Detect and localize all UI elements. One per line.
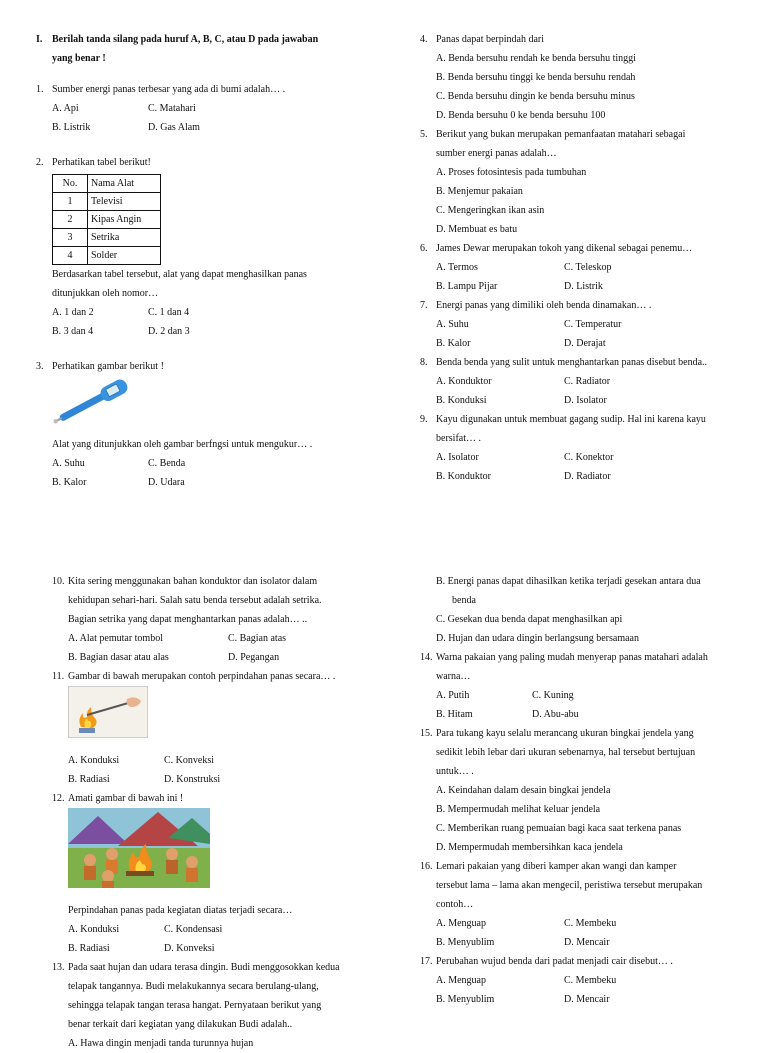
heating-rod-image (68, 686, 148, 738)
question-text: benar terkait dari kegiatan yang dilakukan Budi adalah.. (68, 1019, 293, 1030)
question-16: 16. Lemari pakaian yang diberi kamper akan wangi dan kamper tersebut lama – lama akan mengecil, peristiwa tersebut merupakan contoh… A. Menguap C. Membeku B. Menyublim D. Mencair (420, 857, 742, 952)
option-c[interactable]: C. Bagian atas (228, 633, 287, 644)
option-a[interactable]: A. Putih (436, 690, 470, 701)
question-text: Sumber energi panas terbesar yang ada di bumi adalah… . (52, 84, 286, 95)
question-text: ditunjukkan oleh nomor… (52, 288, 159, 299)
option-b[interactable]: B. Mempermudah melihat keluar jendela (436, 804, 601, 815)
left-column-bottom (52, 572, 372, 1053)
section-heading: I. Berilah tanda silang pada huruf A, B, C, atau D pada jawaban (36, 34, 319, 45)
question-9: 9. Kayu digunakan untuk membuat gagang sudip. Hal ini karena kayu bersifat… . A. Isolator C. Konektor B. Konduktor D. Radiator (420, 410, 750, 486)
option-b[interactable]: B. Menjemur pakaian (436, 186, 523, 197)
table-row: 4 Solder (53, 247, 161, 265)
question-text: Pada saat hujan dan udara terasa dingin. Budi menggosokkan kedua (68, 962, 340, 973)
option-d[interactable]: D. Derajat (564, 338, 606, 349)
question-text: Kita sering menggunakan bahan konduktor dan isolator dalam (68, 576, 318, 587)
question-text: Bagian setrika yang dapat menghantarkan panas adalah… .. (68, 614, 308, 625)
option-d[interactable]: D. 2 dan 3 (148, 326, 190, 337)
question-13: 13. Pada saat hujan dan udara terasa dingin. Budi menggosokkan kedua telapak tangannya. Budi melakukannya secara berulang-ulang, sehingga telapak tangan terasa hangat. Pernyataan berikut yang benar terkait dari kegiatan yang dilakukan Budi adalah.. A. Hawa dingin menjadi tanda turunnya hujan (52, 958, 372, 1053)
question-text: Perhatikan gambar berikut ! (52, 361, 164, 372)
question-text: kehidupan sehari-hari. Salah satu benda tersebut adalah setrika. (68, 595, 322, 606)
option-c[interactable]: C. Membeku (564, 975, 617, 986)
question-text: Perubahan wujud benda dari padat menjadi cair disebut… . (436, 956, 673, 967)
option-b[interactable]: B. 3 dan 4 (52, 326, 94, 337)
question-text: Benda benda yang sulit untuk menghantarkan panas disebut benda.. (436, 357, 708, 368)
question-text: Perpindahan panas pada kegiatan diatas terjadi secara… (68, 905, 293, 916)
option-d[interactable]: D. Gas Alam (148, 122, 200, 133)
option-d[interactable]: D. Mempermudah membersihkan kaca jendela (436, 842, 623, 853)
option-a[interactable]: A. Suhu (52, 458, 85, 469)
question-text: sehingga telapak tangan terasa hangat. Pernyataan berikut yang (68, 1000, 322, 1011)
question-text: Perhatikan tabel berikut! (52, 157, 151, 168)
option-d[interactable]: D. Benda bersuhu 0 ke benda bersuhu 100 (436, 110, 606, 121)
option-b[interactable]: B. Radiasi (68, 943, 110, 954)
question-8: 8. Benda benda yang sulit untuk menghantarkan panas disebut benda.. A. Konduktor C. Radiator B. Konduksi D. Isolator (420, 353, 750, 410)
option-d[interactable]: D. Mencair (564, 937, 610, 948)
question-text: Warna pakaian yang paling mudah menyerap panas matahari adalah (436, 652, 708, 663)
question-text: warna… (436, 671, 471, 682)
question-6: 6. James Dewar merupakan tokoh yang dikenal sebagai penemu… A. Termos C. Teleskop B. Lampu Pijar D. Listrik (420, 239, 750, 296)
table-header: No. Nama Alat (53, 175, 161, 193)
option-b[interactable]: B. Lampu Pijar (436, 281, 498, 292)
option-b[interactable]: B. Benda bersuhu tinggi ke benda bersuhu rendah (436, 72, 636, 83)
option-c[interactable]: C. Memberikan ruang pemuaian bagi kaca saat terkena panas (436, 823, 682, 834)
option-d[interactable]: D. Membuat es batu (436, 224, 518, 235)
table-row: 3 Setrika (53, 229, 161, 247)
option-b[interactable]: B. Radiasi (68, 774, 110, 785)
option-c[interactable]: C. Konektor (564, 452, 614, 463)
option-c[interactable]: C. Benda bersuhu dingin ke benda bersuhu minus (436, 91, 635, 102)
option-b[interactable]: B. Konduktor (436, 471, 491, 482)
option-a[interactable]: A. Alat pemutar tombol (68, 633, 163, 644)
question-text: Kayu digunakan untuk membuat gagang sudip. Hal ini karena kayu (436, 414, 706, 425)
question-15: 15. Para tukang kayu selalu merancang ukuran bingkai jendela yang sedikit lebih lebar dari ukuran sebenarnya, hal tersebut bertujuan untuk… . A. Keindahan dalam desain bingkai jendela B. Mempermudah melihat keluar jendela C. Memberikan ruang pemuaian bagi kaca saat terkena panas D. Mempermudah membersihkan kaca jendela (420, 724, 742, 857)
question-13-continued (420, 572, 742, 648)
option-d[interactable]: D. Abu-abu (532, 709, 579, 720)
option-b[interactable]: B. Bagian dasar atau alas (68, 652, 169, 663)
option-c[interactable]: C. Kondensasi (164, 924, 223, 935)
option-a[interactable]: A. Menguap (436, 918, 486, 929)
question-2: 2. Perhatikan tabel berikut! No. Nama Alat 1 Televisi 2 Kipas Angin 3 Setrika 4 Solder Berdasarkan tabel tersebut, alat yang dapat menghasilkan panas ditunjukkan oleh nomor… A. 1 dan 2 C. 1 dan 4 B. 3 dan 4 D. 2 dan 3 (36, 153, 376, 341)
option-b[interactable]: B. Menyublim (436, 994, 495, 1005)
option-a[interactable]: A. Keindahan dalam desain bingkai jendela (436, 785, 611, 796)
option-b[interactable]: B. Kalor (52, 477, 87, 488)
option-a[interactable]: A. Proses fotosintesis pada tumbuhan (436, 167, 587, 178)
question-text: telapak tangannya. Budi melakukannya secara berulang-ulang, (68, 981, 319, 992)
section-heading-cont: yang benar ! (52, 53, 106, 64)
option-d[interactable]: D. Konveksi (164, 943, 215, 954)
question-1: 1. Sumber energi panas terbesar yang ada di bumi adalah… . A. Api C. Matahari B. Listrik D. Gas Alam (36, 80, 376, 137)
option-a[interactable]: A. Suhu (436, 319, 469, 330)
option-b[interactable]: B. Hitam (436, 709, 473, 720)
question-4: 4. Panas dapat berpindah dari A. Benda bersuhu rendah ke benda bersuhu tinggi B. Benda bersuhu tinggi ke benda bersuhu rendah C. Benda bersuhu dingin ke benda bersuhu minus D. Benda bersuhu 0 ke benda bersuhu 100 (420, 30, 750, 125)
question-text: James Dewar merupakan tokoh yang dikenal sebagai penemu… (436, 243, 693, 254)
table-row: 1 Televisi (53, 193, 161, 211)
question-text: Energi panas yang dimiliki oleh benda dinamakan… . (436, 300, 652, 311)
option-c[interactable]: C. Kuning (532, 690, 574, 701)
option-a[interactable]: A. Konduksi (68, 924, 120, 935)
right-column-bottom (420, 572, 742, 1009)
question-text: Gambar di bawah merupakan contoh perpindahan panas secara… . (68, 671, 336, 682)
question-text: contoh… (436, 899, 474, 910)
option-a[interactable]: A. Api (52, 103, 79, 114)
campfire-image (68, 808, 210, 888)
option-c[interactable]: C. Temperatur (564, 319, 622, 330)
option-d[interactable]: D. Pegangan (228, 652, 280, 663)
option-a[interactable]: A. Isolator (436, 452, 479, 463)
option-d[interactable]: D. Mencair (564, 994, 610, 1005)
question-5: 5. Berikut yang bukan merupakan pemanfaatan matahari sebagai sumber energi panas adalah… A. Proses fotosintesis pada tumbuhan B. Menjemur pakaian C. Mengeringkan ikan asin D. Membuat es batu (420, 125, 750, 239)
option-b[interactable]: B. Listrik (52, 122, 91, 133)
option-a[interactable]: A. Konduktor (436, 376, 492, 387)
option-d[interactable]: D. Konstruksi (164, 774, 221, 785)
question-text: sumber energi panas adalah… (436, 148, 557, 159)
table-row: 2 Kipas Angin (53, 211, 161, 229)
question-text: Alat yang ditunjukkan oleh gambar berfngsi untuk mengukur… . (52, 439, 313, 450)
question-text: sedikit lebih lebar dari ukuran sebenarnya, hal tersebut bertujuan (436, 747, 696, 758)
option-a[interactable]: A. Benda bersuhu rendah ke benda bersuhu tinggi (436, 53, 636, 64)
option-a[interactable]: A. Termos (436, 262, 478, 273)
option-b[interactable]: B. Energi panas dapat dihasilkan ketika terjadi gesekan antara dua (436, 576, 701, 587)
option-c[interactable]: C. Radiator (564, 376, 611, 387)
tools-table (52, 174, 161, 265)
option-a[interactable]: A. Menguap (436, 975, 486, 986)
question-10: 10. Kita sering menggunakan bahan konduktor dan isolator dalam kehidupan sehari-hari. Salah satu benda tersebut adalah setrika. Bagian setrika yang dapat menghantarkan panas adalah… .. A. Alat pemutar tombol C. Bagian atas B. Bagian dasar atau alas D. Pegangan (52, 572, 372, 667)
option-c[interactable]: C. 1 dan 4 (148, 307, 190, 318)
question-text: Lemari pakaian yang diberi kamper akan wangi dan kamper (436, 861, 677, 872)
option-c[interactable]: C. Teleskop (564, 262, 612, 273)
option-c[interactable]: C. Matahari (148, 103, 196, 114)
option-c[interactable]: C. Konveksi (164, 755, 214, 766)
option-c[interactable]: C. Benda (148, 458, 186, 469)
option-d[interactable]: D. Radiator (564, 471, 611, 482)
option-b[interactable]: B. Kalor (436, 338, 471, 349)
question-text: Berdasarkan tabel tersebut, alat yang dapat menghasilkan panas (52, 269, 307, 280)
option-a[interactable]: A. Hawa dingin menjadi tanda turunnya hujan (68, 1038, 254, 1049)
option-d[interactable]: D. Listrik (564, 281, 603, 292)
question-3: 3. Perhatikan gambar berikut ! Alat yang ditunjukkan oleh gambar berfngsi untuk mengukur… . A. Suhu C. Benda B. Kalor D. Udara (36, 357, 376, 492)
option-b[interactable]: B. Konduksi (436, 395, 487, 406)
option-d[interactable]: D. Udara (148, 477, 185, 488)
question-text: untuk… . (436, 766, 474, 777)
option-c[interactable]: C. Gesekan dua benda dapat menghasilkan api (436, 614, 623, 625)
question-text: Para tukang kayu selalu merancang ukuran bingkai jendela yang (436, 728, 694, 739)
question-text: Panas dapat berpindah dari (436, 34, 545, 45)
question-12: 12. Amati gambar di bawah ini ! Perpindahan panas pada kegiatan diatas terjadi secara… A. Konduksi C. Kondensasi B. Radiasi D. Konveksi (52, 789, 372, 958)
option-d[interactable]: D. Isolator (564, 395, 607, 406)
option-c[interactable]: C. Mengeringkan ikan asin (436, 205, 545, 216)
thermometer-image (48, 376, 138, 428)
question-text: Berikut yang bukan merupakan pemanfaatan matahari sebagai (436, 129, 686, 140)
question-11: 11. Gambar di bawah merupakan contoh perpindahan panas secara… . A. Konduksi C. Konveksi B. Radiasi D. Konstruksi (52, 667, 372, 789)
option-a[interactable]: A. 1 dan 2 (52, 307, 94, 318)
question-text: tersebut lama – lama akan mengecil, peristiwa tersebut merupakan (436, 880, 703, 891)
option-b-cont: benda (452, 595, 476, 606)
option-b[interactable]: B. Menyublim (436, 937, 495, 948)
question-7: 7. Energi panas yang dimiliki oleh benda dinamakan… . A. Suhu C. Temperatur B. Kalor D. Derajat (420, 296, 750, 353)
question-17: 17. Perubahan wujud benda dari padat menjadi cair disebut… . A. Menguap C. Membeku B. Menyublim D. Mencair (420, 952, 742, 1009)
left-column-top (36, 30, 376, 492)
question-text: Amati gambar di bawah ini ! (68, 793, 184, 804)
option-a[interactable]: A. Konduksi (68, 755, 120, 766)
option-d[interactable]: D. Hujan dan udara dingin berlangsung bersamaan (436, 633, 639, 644)
option-c[interactable]: C. Membeku (564, 918, 617, 929)
question-14: 14. Warna pakaian yang paling mudah menyerap panas matahari adalah warna… A. Putih C. Kuning B. Hitam D. Abu-abu (420, 648, 742, 724)
right-column-top (420, 30, 750, 486)
question-text: bersifat… . (436, 433, 481, 444)
